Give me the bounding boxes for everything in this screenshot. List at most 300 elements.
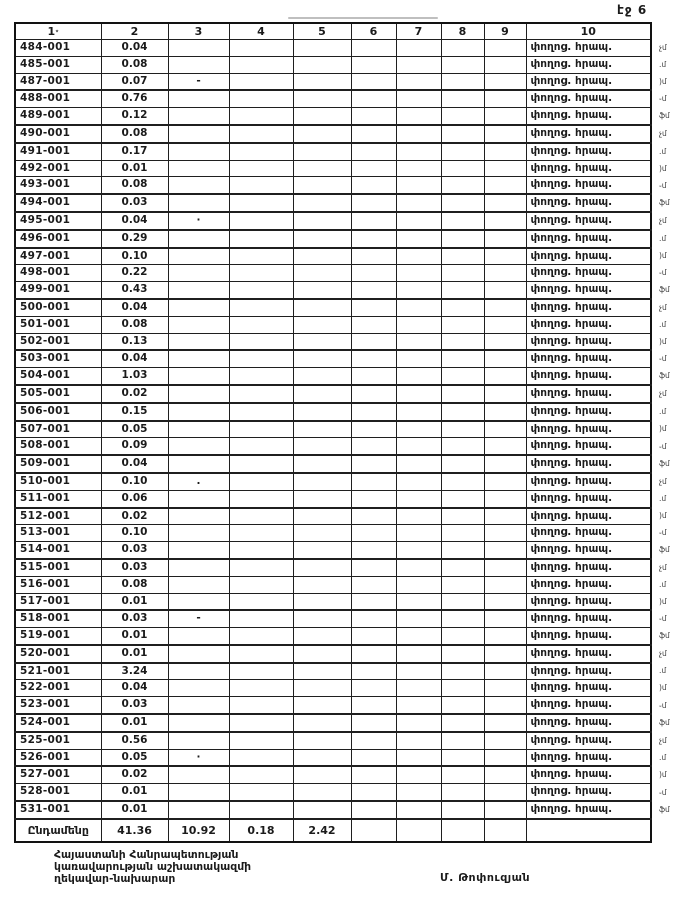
cell-col6 bbox=[351, 473, 396, 490]
cell-col8 bbox=[441, 663, 484, 680]
cell-col5 bbox=[293, 473, 351, 490]
table-row bbox=[15, 714, 678, 732]
cell-col7 bbox=[396, 125, 441, 143]
cell-area: 0.03 bbox=[101, 610, 168, 627]
margin-mark: ֆմ bbox=[659, 805, 670, 815]
cell-col6 bbox=[351, 333, 396, 350]
cell-col4 bbox=[229, 680, 293, 697]
cell-area: 0.03 bbox=[101, 559, 168, 576]
cell-landuse: փողոց. հրապ. bbox=[526, 125, 651, 143]
cell-landuse: փողոց. հրապ. bbox=[526, 40, 651, 57]
cell-col8 bbox=[441, 525, 484, 542]
cell-col7 bbox=[396, 628, 441, 645]
cell-col5 bbox=[293, 610, 351, 627]
margin-mark: )մ bbox=[659, 251, 667, 261]
cell-col3 bbox=[168, 316, 229, 333]
cell-landuse: փողոց. հրապ. bbox=[526, 663, 651, 680]
cell-col3 bbox=[168, 576, 229, 593]
cell-col9 bbox=[484, 160, 526, 177]
cell-col7 bbox=[396, 73, 441, 90]
cell-col8 bbox=[441, 455, 484, 473]
cell-col7 bbox=[396, 697, 441, 714]
cell-landuse: փողոց. հրապ. bbox=[526, 368, 651, 385]
cell-col4 bbox=[229, 248, 293, 265]
cell-col6 bbox=[351, 593, 396, 610]
cell-col7 bbox=[396, 610, 441, 627]
column-header-7: 7 bbox=[396, 23, 441, 40]
cell-landuse: փողոց. հրապ. bbox=[526, 194, 651, 212]
cell-parcel-code: 528-001 bbox=[15, 784, 101, 801]
cell-col3 bbox=[168, 56, 229, 73]
cell-col3 bbox=[168, 525, 229, 542]
table-row bbox=[15, 680, 678, 697]
cell-area: 0.43 bbox=[101, 282, 168, 299]
cell-col3 bbox=[168, 194, 229, 212]
cell-col8 bbox=[441, 403, 484, 421]
cell-col6 bbox=[351, 576, 396, 593]
table-row bbox=[15, 525, 678, 542]
cell-col8 bbox=[441, 90, 484, 107]
cell-area: 0.15 bbox=[101, 403, 168, 421]
cell-col6 bbox=[351, 455, 396, 473]
cell-col9 bbox=[484, 177, 526, 194]
margin-mark: )մ bbox=[659, 163, 667, 173]
cell-col7 bbox=[396, 542, 441, 559]
cell-col7 bbox=[396, 801, 441, 819]
cell-landuse: փողոց. հրապ. bbox=[526, 559, 651, 576]
cell-col6 bbox=[351, 801, 396, 819]
cell-landuse: փողոց. հրապ. bbox=[526, 490, 651, 507]
table-row bbox=[15, 385, 678, 403]
total-col7 bbox=[396, 819, 441, 842]
cell-col7 bbox=[396, 56, 441, 73]
table-row bbox=[15, 282, 678, 299]
cell-col6 bbox=[351, 525, 396, 542]
table-row bbox=[15, 421, 678, 438]
cell-landuse: փողոց. հրապ. bbox=[526, 697, 651, 714]
cell-parcel-code: 509-001 bbox=[15, 455, 101, 473]
cell-col6 bbox=[351, 438, 396, 455]
cell-area: 0.08 bbox=[101, 576, 168, 593]
cell-col9 bbox=[484, 316, 526, 333]
table-row bbox=[15, 473, 678, 490]
cell-col5 bbox=[293, 542, 351, 559]
table-row bbox=[15, 265, 678, 282]
cell-col8 bbox=[441, 56, 484, 73]
table-row bbox=[15, 490, 678, 507]
cell-col8 bbox=[441, 610, 484, 627]
total-col2: 41.36 bbox=[101, 819, 168, 842]
cell-area: 0.05 bbox=[101, 421, 168, 438]
cell-col5 bbox=[293, 663, 351, 680]
cell-col3 bbox=[168, 368, 229, 385]
cell-col8 bbox=[441, 73, 484, 90]
cell-col6 bbox=[351, 143, 396, 160]
cell-col5 bbox=[293, 299, 351, 316]
table-row bbox=[15, 455, 678, 473]
table-row bbox=[15, 508, 678, 525]
cell-col5 bbox=[293, 90, 351, 107]
cell-col4 bbox=[229, 559, 293, 576]
cell-area: 0.01 bbox=[101, 784, 168, 801]
margin-mark: չմ bbox=[659, 43, 667, 52]
cell-col9 bbox=[484, 403, 526, 421]
cell-col9 bbox=[484, 801, 526, 819]
margin-mark: ֆմ bbox=[659, 198, 670, 208]
cell-col7 bbox=[396, 248, 441, 265]
margin-mark: ֆմ bbox=[659, 285, 670, 295]
cell-area: 0.09 bbox=[101, 438, 168, 455]
footer-line-3: ղեկավար-նախարար bbox=[54, 871, 176, 885]
total-label: Ընդամենը bbox=[15, 819, 101, 842]
table-row bbox=[15, 749, 678, 766]
margin-mark: .մ bbox=[659, 319, 667, 329]
cell-col3 bbox=[168, 680, 229, 697]
margin-mark: )մ bbox=[659, 683, 667, 693]
cell-col5 bbox=[293, 749, 351, 766]
cell-col8 bbox=[441, 40, 484, 57]
margin-mark: ֊մ bbox=[659, 787, 667, 797]
cell-col7 bbox=[396, 333, 441, 350]
cell-landuse: փողոց. հրապ. bbox=[526, 628, 651, 645]
column-header-2: 2 bbox=[101, 23, 168, 40]
cell-col9 bbox=[484, 473, 526, 490]
cell-col9 bbox=[484, 333, 526, 350]
cell-col5 bbox=[293, 316, 351, 333]
cell-col9 bbox=[484, 508, 526, 525]
footer-line-2: կառավարության աշխատակազմի bbox=[54, 859, 252, 873]
cell-col4 bbox=[229, 421, 293, 438]
table-row bbox=[15, 194, 678, 212]
cell-col6 bbox=[351, 749, 396, 766]
cell-col7 bbox=[396, 177, 441, 194]
cell-area: 0.04 bbox=[101, 455, 168, 473]
cell-area: 0.17 bbox=[101, 143, 168, 160]
cell-col8 bbox=[441, 508, 484, 525]
cell-col4 bbox=[229, 542, 293, 559]
margin-mark: ֆմ bbox=[659, 718, 670, 728]
cell-parcel-code: 490-001 bbox=[15, 125, 101, 143]
table-row bbox=[15, 73, 678, 90]
cell-col5 bbox=[293, 525, 351, 542]
cell-area: 0.22 bbox=[101, 265, 168, 282]
table-row bbox=[15, 350, 678, 367]
cell-parcel-code: 491-001 bbox=[15, 143, 101, 160]
cell-parcel-code: 510-001 bbox=[15, 473, 101, 490]
cell-col9 bbox=[484, 248, 526, 265]
cell-col9 bbox=[484, 784, 526, 801]
cell-parcel-code: 511-001 bbox=[15, 490, 101, 507]
cell-col4 bbox=[229, 40, 293, 57]
cell-parcel-code: 504-001 bbox=[15, 368, 101, 385]
column-header-3: 3 bbox=[168, 23, 229, 40]
cell-col4 bbox=[229, 368, 293, 385]
cell-col6 bbox=[351, 194, 396, 212]
cell-col5 bbox=[293, 593, 351, 610]
cell-col9 bbox=[484, 559, 526, 576]
cell-area: 0.02 bbox=[101, 508, 168, 525]
cell-col4 bbox=[229, 438, 293, 455]
cell-col3 bbox=[168, 645, 229, 663]
cell-landuse: փողոց. հրապ. bbox=[526, 766, 651, 783]
margin-mark: ֊մ bbox=[659, 441, 667, 451]
cell-col4 bbox=[229, 593, 293, 610]
cell-landuse: փողոց. հրապ. bbox=[526, 542, 651, 559]
cell-area: 0.10 bbox=[101, 525, 168, 542]
cell-col4 bbox=[229, 333, 293, 350]
cell-col4 bbox=[229, 766, 293, 783]
table-row bbox=[15, 542, 678, 559]
cell-col4 bbox=[229, 265, 293, 282]
cell-landuse: փողոց. հրապ. bbox=[526, 508, 651, 525]
cell-col5 bbox=[293, 508, 351, 525]
cell-area: 0.04 bbox=[101, 299, 168, 316]
cell-col8 bbox=[441, 576, 484, 593]
cell-col4 bbox=[229, 385, 293, 403]
cell-col3 bbox=[168, 125, 229, 143]
margin-mark: ֊մ bbox=[659, 94, 667, 104]
cell-col4 bbox=[229, 282, 293, 299]
cell-col3 bbox=[168, 248, 229, 265]
cell-col9 bbox=[484, 125, 526, 143]
cell-col4 bbox=[229, 610, 293, 627]
cell-col3: . bbox=[168, 473, 229, 490]
cell-col5 bbox=[293, 403, 351, 421]
cell-parcel-code: 508-001 bbox=[15, 438, 101, 455]
cell-col6 bbox=[351, 421, 396, 438]
cell-area: 0.08 bbox=[101, 316, 168, 333]
cell-col3: · bbox=[168, 212, 229, 230]
cell-col6 bbox=[351, 680, 396, 697]
cell-col9 bbox=[484, 663, 526, 680]
cell-col7 bbox=[396, 508, 441, 525]
cell-area: 0.13 bbox=[101, 333, 168, 350]
cell-col5 bbox=[293, 350, 351, 367]
cell-col9 bbox=[484, 368, 526, 385]
margin-mark: ֊մ bbox=[659, 354, 667, 364]
cell-col3: - bbox=[168, 610, 229, 627]
cell-col3 bbox=[168, 714, 229, 732]
margin-mark: )մ bbox=[659, 511, 667, 521]
cell-col9 bbox=[484, 490, 526, 507]
cell-col9 bbox=[484, 542, 526, 559]
cell-col7 bbox=[396, 143, 441, 160]
cell-area: 0.08 bbox=[101, 56, 168, 73]
margin-mark: ֆմ bbox=[659, 459, 670, 469]
cell-col7 bbox=[396, 559, 441, 576]
cell-col9 bbox=[484, 350, 526, 367]
table-header bbox=[15, 23, 678, 40]
cell-col3 bbox=[168, 766, 229, 783]
table-row bbox=[15, 40, 678, 57]
cell-col3 bbox=[168, 697, 229, 714]
cell-col3 bbox=[168, 143, 229, 160]
cell-col4 bbox=[229, 160, 293, 177]
cell-col6 bbox=[351, 56, 396, 73]
cell-landuse: փողոց. հրապ. bbox=[526, 473, 651, 490]
cell-parcel-code: 514-001 bbox=[15, 542, 101, 559]
cell-landuse: փողոց. հրապ. bbox=[526, 143, 651, 160]
margin-column bbox=[651, 23, 678, 40]
cell-col6 bbox=[351, 73, 396, 90]
cell-col6 bbox=[351, 125, 396, 143]
cell-col9 bbox=[484, 525, 526, 542]
cell-col3: - bbox=[168, 73, 229, 90]
cell-parcel-code: 524-001 bbox=[15, 714, 101, 732]
cell-col6 bbox=[351, 299, 396, 316]
cell-area: 3.24 bbox=[101, 663, 168, 680]
margin-mark: .մ bbox=[659, 493, 667, 503]
cell-col4 bbox=[229, 628, 293, 645]
cell-landuse: փողոց. հրապ. bbox=[526, 90, 651, 107]
cell-landuse: փողոց. հրապ. bbox=[526, 610, 651, 627]
cell-col8 bbox=[441, 714, 484, 732]
cell-col4 bbox=[229, 525, 293, 542]
cell-col5 bbox=[293, 438, 351, 455]
cell-col5 bbox=[293, 40, 351, 57]
cell-col5 bbox=[293, 559, 351, 576]
cell-landuse: փողոց. հրապ. bbox=[526, 421, 651, 438]
margin-mark: )մ bbox=[659, 76, 667, 86]
cell-col9 bbox=[484, 697, 526, 714]
cell-col3 bbox=[168, 299, 229, 316]
cell-col3 bbox=[168, 403, 229, 421]
cell-col6 bbox=[351, 697, 396, 714]
column-header-10: 10 bbox=[526, 23, 651, 40]
cell-col5 bbox=[293, 368, 351, 385]
cell-parcel-code: 494-001 bbox=[15, 194, 101, 212]
cell-area: 0.05 bbox=[101, 749, 168, 766]
cell-col3 bbox=[168, 593, 229, 610]
cell-col9 bbox=[484, 732, 526, 749]
cell-col7 bbox=[396, 473, 441, 490]
cell-col3 bbox=[168, 801, 229, 819]
cell-parcel-code: 501-001 bbox=[15, 316, 101, 333]
cell-parcel-code: 512-001 bbox=[15, 508, 101, 525]
cell-area: 0.04 bbox=[101, 40, 168, 57]
total-col6 bbox=[351, 819, 396, 842]
cell-area: 0.08 bbox=[101, 125, 168, 143]
cell-col6 bbox=[351, 663, 396, 680]
cell-area: 0.02 bbox=[101, 766, 168, 783]
cell-col6 bbox=[351, 645, 396, 663]
cell-col6 bbox=[351, 610, 396, 627]
cell-parcel-code: 525-001 bbox=[15, 732, 101, 749]
cell-col7 bbox=[396, 680, 441, 697]
cell-col7 bbox=[396, 108, 441, 125]
cell-col4 bbox=[229, 108, 293, 125]
cell-col9 bbox=[484, 628, 526, 645]
table-row bbox=[15, 316, 678, 333]
cell-col5 bbox=[293, 333, 351, 350]
cell-col7 bbox=[396, 265, 441, 282]
table-row bbox=[15, 732, 678, 749]
cell-col8 bbox=[441, 248, 484, 265]
cell-col6 bbox=[351, 714, 396, 732]
cell-col8 bbox=[441, 801, 484, 819]
cell-col7 bbox=[396, 525, 441, 542]
cell-col6 bbox=[351, 350, 396, 367]
cell-col9 bbox=[484, 56, 526, 73]
cell-area: 1.03 bbox=[101, 368, 168, 385]
margin-mark: .մ bbox=[659, 666, 667, 676]
cell-col5 bbox=[293, 160, 351, 177]
cell-landuse: փողոց. հրապ. bbox=[526, 248, 651, 265]
cell-parcel-code: 496-001 bbox=[15, 230, 101, 248]
cell-area: 0.04 bbox=[101, 350, 168, 367]
cell-col3 bbox=[168, 160, 229, 177]
cell-col3 bbox=[168, 265, 229, 282]
cell-col9 bbox=[484, 421, 526, 438]
cell-col9 bbox=[484, 108, 526, 125]
cell-col7 bbox=[396, 421, 441, 438]
cell-parcel-code: 513-001 bbox=[15, 525, 101, 542]
cell-col9 bbox=[484, 749, 526, 766]
column-header-8: 8 bbox=[441, 23, 484, 40]
cell-col3 bbox=[168, 282, 229, 299]
cell-col4 bbox=[229, 576, 293, 593]
cell-col4 bbox=[229, 316, 293, 333]
table-row bbox=[15, 248, 678, 265]
cell-area: 0.03 bbox=[101, 542, 168, 559]
cell-col8 bbox=[441, 230, 484, 248]
cell-landuse: փողոց. հրապ. bbox=[526, 455, 651, 473]
cell-col3 bbox=[168, 385, 229, 403]
cell-col5 bbox=[293, 194, 351, 212]
cell-col7 bbox=[396, 230, 441, 248]
cell-col9 bbox=[484, 576, 526, 593]
margin-mark: .մ bbox=[659, 59, 667, 69]
footer-block bbox=[54, 849, 251, 884]
cell-col9 bbox=[484, 143, 526, 160]
cell-col6 bbox=[351, 316, 396, 333]
cell-landuse: փողոց. հրապ. bbox=[526, 177, 651, 194]
margin-mark: )մ bbox=[659, 336, 667, 346]
cell-landuse: փողոց. հրապ. bbox=[526, 784, 651, 801]
cell-col5 bbox=[293, 732, 351, 749]
cell-col4 bbox=[229, 455, 293, 473]
cell-parcel-code: 506-001 bbox=[15, 403, 101, 421]
cell-col5 bbox=[293, 56, 351, 73]
cell-col6 bbox=[351, 732, 396, 749]
cell-col8 bbox=[441, 177, 484, 194]
cell-parcel-code: 518-001 bbox=[15, 610, 101, 627]
cell-col4 bbox=[229, 732, 293, 749]
total-row bbox=[15, 819, 678, 842]
margin-mark: )մ bbox=[659, 770, 667, 780]
total-col9 bbox=[484, 819, 526, 842]
cell-col4 bbox=[229, 177, 293, 194]
cell-col3 bbox=[168, 333, 229, 350]
cell-parcel-code: 485-001 bbox=[15, 56, 101, 73]
cell-col5 bbox=[293, 680, 351, 697]
cell-area: 0.10 bbox=[101, 473, 168, 490]
cell-col3 bbox=[168, 108, 229, 125]
cell-col8 bbox=[441, 194, 484, 212]
cell-area: 0.01 bbox=[101, 593, 168, 610]
cell-col4 bbox=[229, 125, 293, 143]
cell-col8 bbox=[441, 265, 484, 282]
cell-col8 bbox=[441, 766, 484, 783]
cell-col5 bbox=[293, 212, 351, 230]
cell-col3 bbox=[168, 542, 229, 559]
cell-col4 bbox=[229, 194, 293, 212]
cell-col9 bbox=[484, 714, 526, 732]
table-row bbox=[15, 438, 678, 455]
cell-col8 bbox=[441, 125, 484, 143]
cell-col4 bbox=[229, 714, 293, 732]
cell-col7 bbox=[396, 784, 441, 801]
